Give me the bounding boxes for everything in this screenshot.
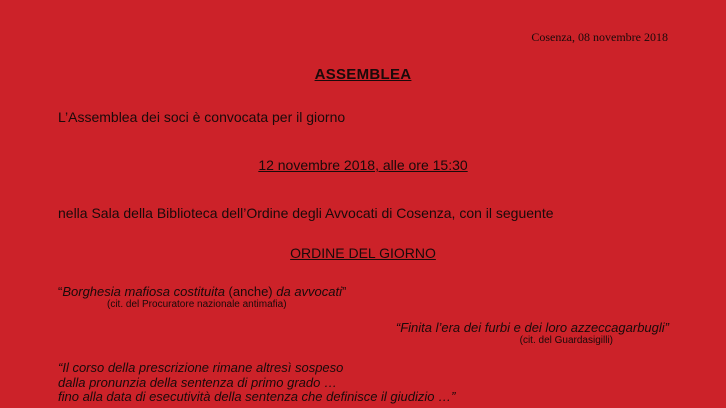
quote-antimafia — [58, 284, 346, 299]
quote-line: “Il corso della prescrizione rimane altresì sospeso — [58, 360, 344, 375]
quote-italic-part-b: da avvocati — [276, 284, 343, 299]
document-title: ASSEMBLEA — [314, 66, 412, 83]
quote-open-mark: “ — [58, 284, 63, 299]
agenda-heading: ORDINE DEL GIORNO — [290, 245, 436, 261]
place-date: Cosenza, 08 novembre 2018 — [531, 30, 668, 44]
quote-line: fino alla data di esecutività della sentenza che definisce il giudizio …” — [58, 389, 456, 404]
citation-antimafia: (cit. del Procuratore nazionale antimafia) — [107, 299, 287, 310]
citation-guardasigilli: (cit. del Guardasigilli) — [519, 335, 613, 346]
quote-close-mark: ” — [342, 284, 347, 299]
quote-prescrizione — [58, 361, 698, 405]
quote-italic-part-a: Borghesia mafiosa costituita — [62, 284, 225, 299]
meeting-date-time: 12 novembre 2018, alle ore 15:30 — [258, 157, 468, 173]
quote-guardasigilli — [396, 320, 669, 335]
quote-guardasigilli-text: “Finita l’era dei furbi e dei loro azzeccagarbugli” — [395, 320, 669, 335]
quote-plain-part: (anche) — [224, 284, 277, 299]
quote-line: dalla pronunzia della sentenza di primo grado … — [58, 374, 337, 390]
location-text: nella Sala della Biblioteca dell’Ordine degli Avvocati di Cosenza, con il seguente — [58, 205, 554, 221]
intro-text: L’Assemblea dei soci è convocata per il giorno — [58, 109, 346, 125]
